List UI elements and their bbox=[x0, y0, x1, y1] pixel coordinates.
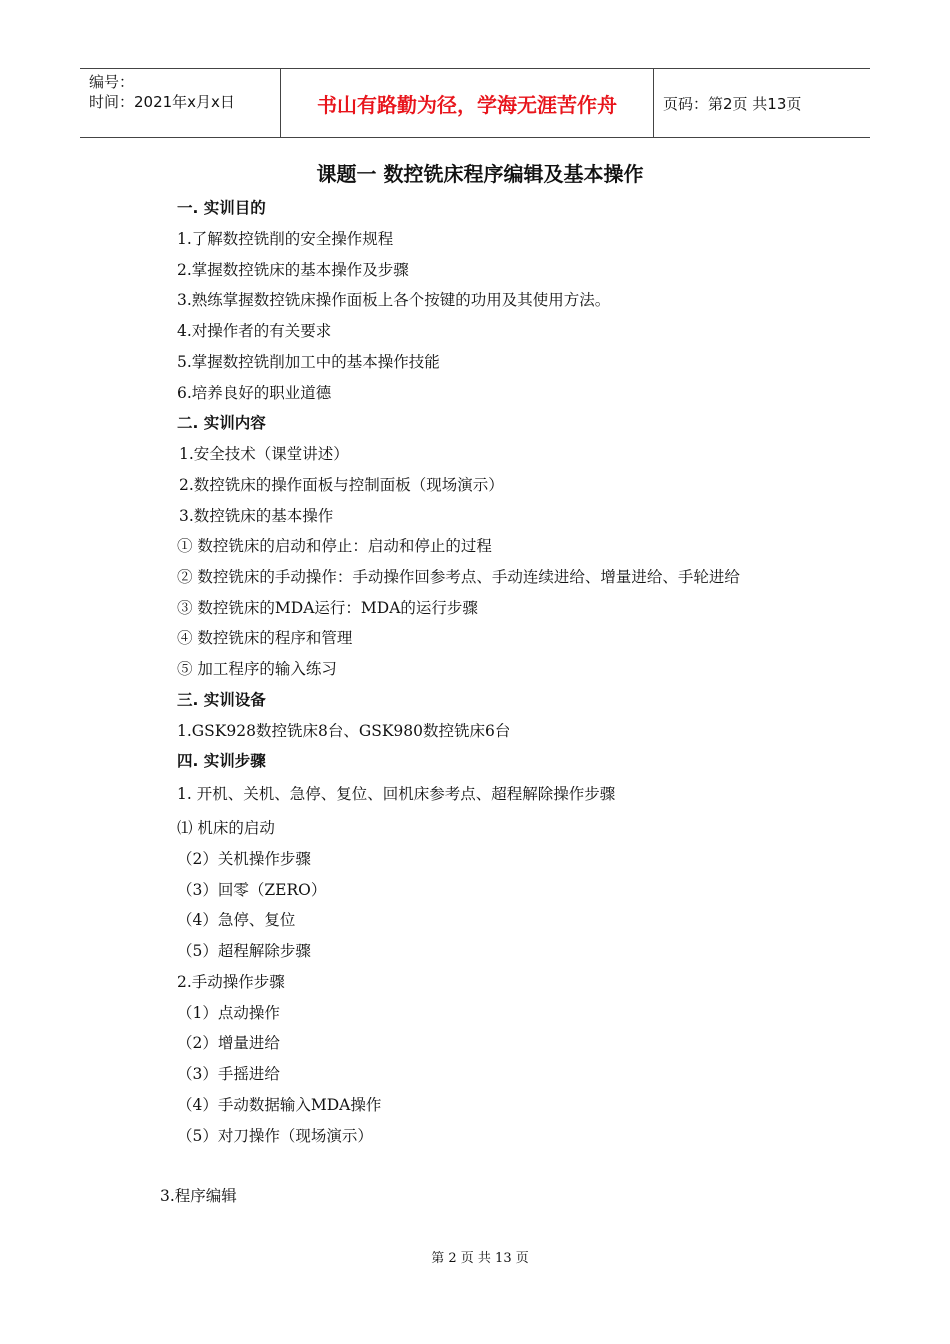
section-heading-steps: 四. 实训步骤 bbox=[177, 752, 266, 770]
section-heading-content: 二. 实训内容 bbox=[177, 414, 266, 432]
header-motto: 书山有路勤为径，学海无涯苦作舟 bbox=[281, 69, 654, 137]
section-heading-equipment: 三. 实训设备 bbox=[177, 691, 266, 709]
list-item: ③ 数控铣床的MDA运行：MDA的运行步骤 bbox=[177, 599, 478, 617]
list-item: （2）关机操作步骤 bbox=[177, 850, 311, 868]
list-item: ⑤ 加工程序的输入练习 bbox=[177, 660, 337, 678]
section-heading-objectives: 一. 实训目的 bbox=[177, 199, 266, 217]
list-item: （5）超程解除步骤 bbox=[177, 942, 311, 960]
list-item: 3.程序编辑 bbox=[160, 1187, 237, 1205]
list-item: （3）手摇进给 bbox=[177, 1065, 280, 1083]
list-item: （1）点动操作 bbox=[177, 1004, 280, 1022]
list-item: 1.安全技术（课堂讲述） bbox=[179, 445, 349, 463]
list-item: ① 数控铣床的启动和停止：启动和停止的过程 bbox=[177, 537, 492, 555]
list-item: （2）增量进给 bbox=[177, 1034, 280, 1052]
list-item: 2.手动操作步骤 bbox=[177, 973, 285, 991]
page-footer: 第 2 页 共 13 页 bbox=[431, 1251, 529, 1266]
page-header bbox=[80, 68, 870, 138]
list-item: ⑴ 机床的启动 bbox=[177, 819, 275, 837]
list-item: 4.对操作者的有关要求 bbox=[177, 322, 332, 340]
list-item: 1.了解数控铣削的安全操作规程 bbox=[177, 230, 394, 248]
list-item: （4）急停、复位 bbox=[177, 911, 296, 929]
list-item: ② 数控铣床的手动操作：手动操作回参考点、手动连续进给、增量进给、手轮进给 bbox=[177, 568, 740, 586]
list-item: 5.掌握数控铣削加工中的基本操作技能 bbox=[177, 353, 440, 371]
header-info-cell bbox=[80, 69, 281, 137]
list-item: （3）回零（ZERO） bbox=[177, 881, 327, 899]
list-item: 2.掌握数控铣床的基本操作及步骤 bbox=[177, 261, 409, 279]
list-item: 1. 开机、关机、急停、复位、回机床参考点、超程解除操作步骤 bbox=[177, 785, 616, 803]
date-label: 时间：2021年x月x日 bbox=[89, 93, 235, 111]
list-item: 1.GSK928数控铣床8台、GSK980数控铣床6台 bbox=[177, 722, 511, 740]
list-item: 3.熟练掌握数控铣床操作面板上各个按键的功用及其使用方法。 bbox=[177, 291, 611, 309]
list-item: 3.数控铣床的基本操作 bbox=[179, 507, 334, 525]
document-number-label: 编号： bbox=[89, 73, 135, 91]
list-item: （5）对刀操作（现场演示） bbox=[177, 1127, 373, 1145]
header-page-number: 页码：第2页 共13页 bbox=[663, 94, 802, 113]
list-item: 6.培养良好的职业道德 bbox=[177, 384, 332, 402]
list-item: 2.数控铣床的操作面板与控制面板（现场演示） bbox=[179, 476, 504, 494]
list-item: （4）手动数据输入MDA操作 bbox=[177, 1096, 382, 1114]
page-title: 课题一 数控铣床程序编辑及基本操作 bbox=[316, 162, 644, 186]
list-item: ④ 数控铣床的程序和管理 bbox=[177, 629, 353, 647]
